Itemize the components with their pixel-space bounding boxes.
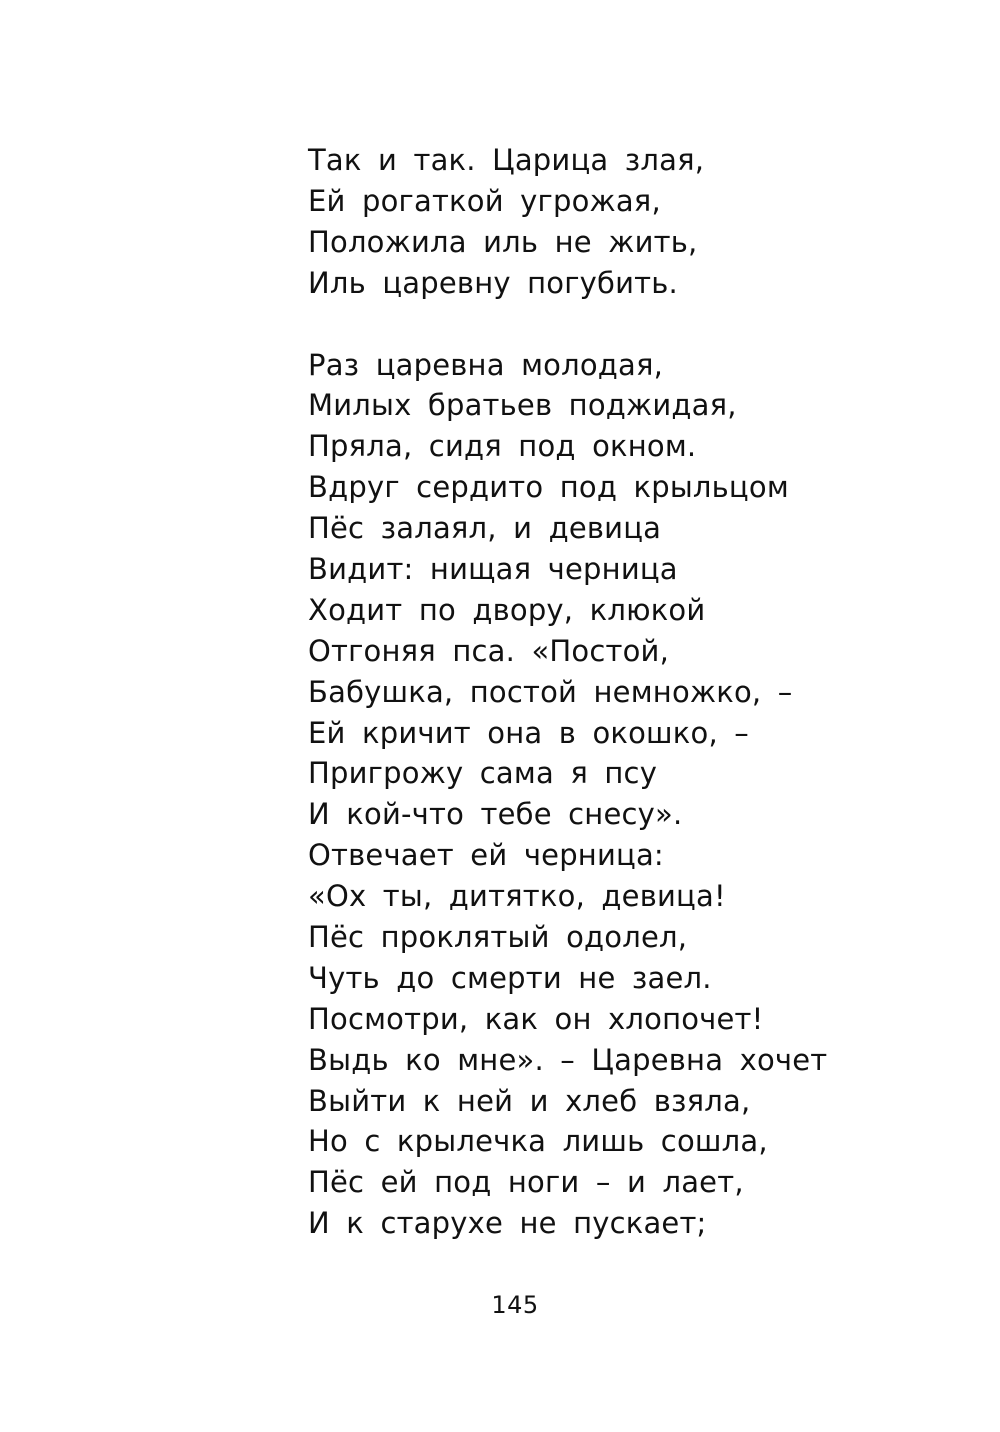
poem-line: Посмотри, как он хлопочет! — [308, 1001, 764, 1036]
poem-line: Иль царевну погубить. — [308, 265, 678, 300]
poem-line: Положила иль не жить, — [308, 224, 698, 259]
stanza-2 — [308, 345, 908, 1245]
stanza-1 — [308, 140, 908, 304]
poem-line: «Ох ты, дитятко, девица! — [308, 879, 726, 914]
poem-line: Ей кричит она в окошко, – — [308, 715, 749, 750]
poem-line: И кой-что тебе снесу». — [308, 797, 683, 832]
poem-line: Пригрожу сама я псу — [308, 756, 658, 791]
poem-line: Так и так. Царица злая, — [308, 143, 705, 177]
poem-line: Видит: нищая черница — [308, 552, 678, 587]
poem-line: Ей рогаткой угрожая, — [308, 183, 661, 218]
page-number: 145 — [491, 1291, 539, 1319]
poem-line: И к старухе не пускает; — [308, 1206, 707, 1241]
poem-line: Чуть до смерти не заел. — [308, 960, 712, 995]
poem-line: Вдруг сердито под крыльцом — [308, 470, 789, 505]
poem-line: Пёс залаял, и девица — [308, 511, 662, 546]
poem-text — [308, 140, 908, 1244]
poem-line: Отгоняя пса. «Постой, — [308, 633, 670, 668]
poem-line: Бабушка, постой немножко, – — [308, 674, 793, 709]
poem-line: Пёс проклятый одолел, — [308, 920, 688, 955]
poem-line: Ходит по двору, клюкой — [308, 592, 706, 627]
poem-line: Выдь ко мне». – Царевна хочет — [308, 1042, 828, 1077]
poem-line: Раз царевна молодая, — [308, 347, 664, 382]
poem-line: Отвечает ей черница: — [308, 838, 664, 873]
poem-line: Пёс ей под ноги – и лает, — [308, 1165, 744, 1200]
poem-line: Милых братьев поджидая, — [308, 388, 737, 423]
poem-line: Но с крылечка лишь сошла, — [308, 1124, 768, 1159]
poem-line: Пряла, сидя под окном. — [308, 429, 697, 464]
poem-line: Выйти к ней и хлеб взяла, — [308, 1083, 751, 1118]
